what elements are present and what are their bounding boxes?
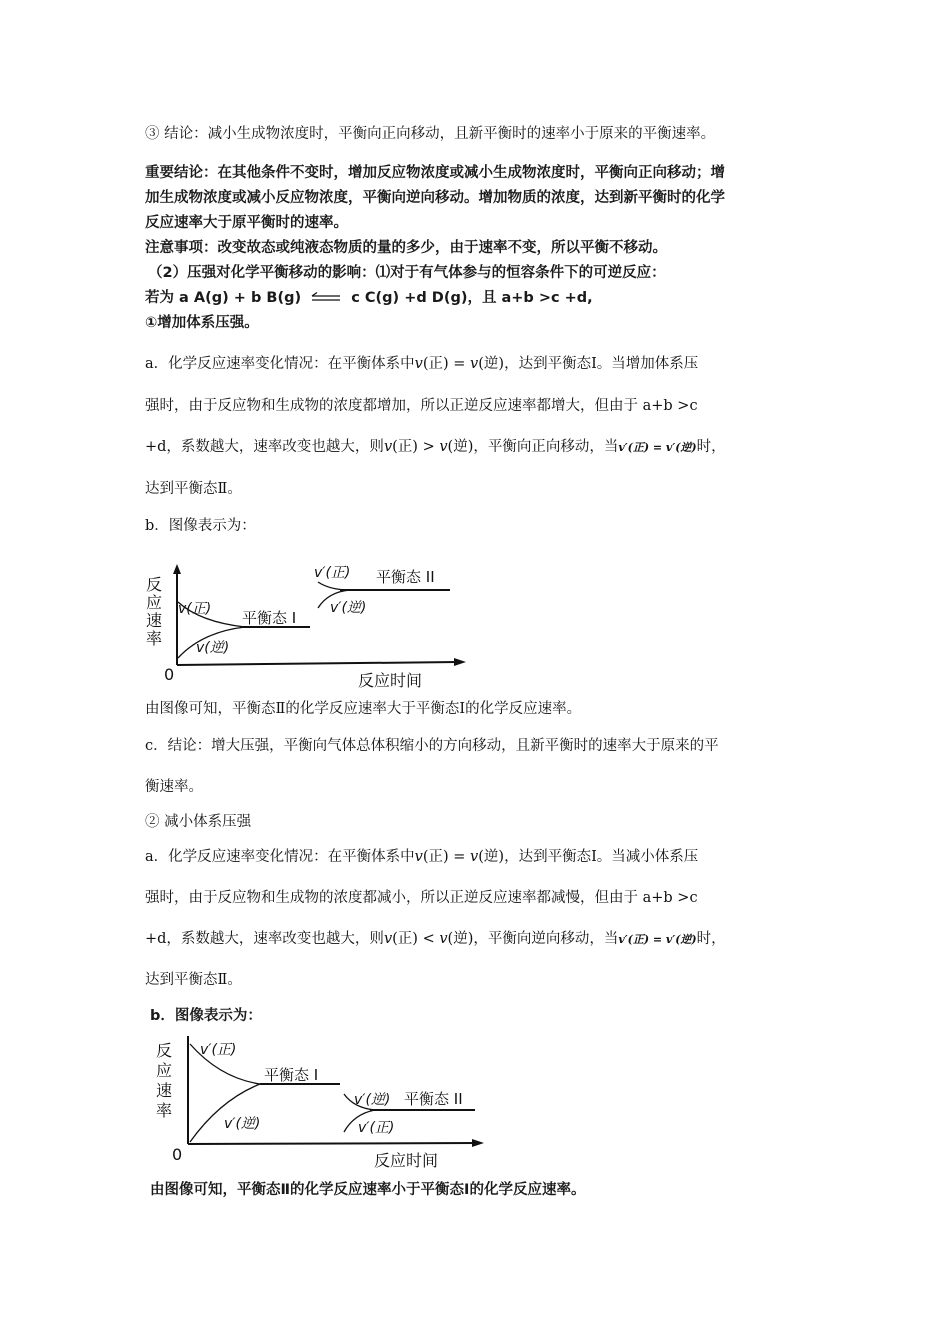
dec-a-text-7: 时， <box>696 931 726 947</box>
inc-caption: 由图像可知，平衡态Ⅱ的化学反应速率大于平衡态Ⅰ的化学反应速率。 <box>145 701 582 717</box>
inc-a-text-1: a．化学反应速率变化情况：在平衡体系中 <box>145 356 415 372</box>
dec-a-line-2: 强时，由于反应物和生成物的浓度都减小，所以正逆反应速率都减慢，但由于 a+b >c <box>145 890 698 906</box>
increase-pressure-title: ①增加体系压强。 <box>145 315 259 331</box>
v-symbol: v <box>414 849 423 865</box>
v-symbol: v <box>383 439 393 455</box>
dec-b-line: b．图像表示为： <box>150 1008 262 1024</box>
rate-condition: v′(正) = v′(逆) <box>618 933 697 946</box>
y-label-char-1: 反 <box>156 1041 173 1060</box>
rate-time-graph-increase <box>140 560 470 690</box>
v-prime-forward-label: v′(正) <box>358 1120 395 1136</box>
inc-a-text-2: (正) = <box>422 356 471 372</box>
dec-a-line-4: 达到平衡态Ⅱ。 <box>145 972 242 988</box>
v-prime-reverse-label: v′(逆) <box>354 1092 391 1108</box>
rate-time-graph-decrease <box>150 1030 490 1170</box>
state-2-label: 平衡态 II <box>404 1090 463 1108</box>
v-symbol: v <box>383 931 393 947</box>
inc-a-line-2: 强时，由于反应物和生成物的浓度都增加，所以正逆反应速率都增大，但由于 a+b >c <box>145 398 698 414</box>
section-2-heading: （2）压强对化学平衡移动的影响：⑴对于有气体参与的恒容条件下的可逆反应： <box>148 265 666 281</box>
dec-caption: 由图像可知，平衡态Ⅱ的化学反应速率小于平衡态Ⅰ的化学反应速率。 <box>150 1182 586 1198</box>
dec-a-line-1 <box>145 847 698 867</box>
dec-a-text-3: (逆)，达到平衡态Ⅰ。当减小体系压 <box>478 849 699 865</box>
equation-right: c C(g) +d D(g)，且 a+b >c +d, <box>351 290 593 306</box>
y-label-char-1: 反 <box>146 575 163 594</box>
v-prime-reverse-label: v′(逆) <box>330 600 367 616</box>
v-symbol: v <box>414 356 423 372</box>
v-forward-label: v(正) <box>178 601 212 617</box>
v-symbol: v <box>470 356 479 372</box>
state-2-label: 平衡态 II <box>376 568 435 586</box>
x-axis <box>177 662 458 665</box>
x-axis-label: 反应时间 <box>358 671 423 690</box>
key-conclusion-line-2: 加生成物浓度或减小反应物浓度，平衡向逆向移动。增加物质的浓度，达到新平衡时的化学 <box>145 190 725 206</box>
inc-c-line-1: c．结论：增大压强，平衡向气体总体积缩小的方向移动，且新平衡时的速率大于原来的平 <box>145 738 719 754</box>
y-label-char-2: 应 <box>156 1061 173 1080</box>
rate-condition: v′(正) = v′(逆) <box>618 441 697 454</box>
y-label-char-2: 应 <box>146 593 163 612</box>
v-prime-forward-top-label: v′(正) <box>200 1042 237 1058</box>
v-prime-forward-label: v′(正) <box>314 565 351 581</box>
origin-label: 0 <box>172 1145 183 1164</box>
inc-a-line-3 <box>145 437 726 458</box>
y-axis-arrow-icon <box>173 564 181 574</box>
dec-a-text-5: (正) < <box>392 931 440 947</box>
inc-a-line-4: 达到平衡态Ⅱ。 <box>145 481 242 497</box>
v-symbol: v <box>439 439 448 455</box>
y-label-char-3: 速 <box>146 611 163 630</box>
v-symbol: v <box>439 931 448 947</box>
origin-label: 0 <box>164 665 175 684</box>
inc-a-text-7: 时， <box>696 439 726 455</box>
inc-a-line-1 <box>145 354 698 374</box>
inc-a-text-6: (逆)，平衡向正向移动，当 <box>447 439 619 455</box>
inc-a-text-4: +d，系数越大，速率改变也越大，则 <box>145 439 384 455</box>
note-line: 注意事项：改变故态或纯液态物质的量的多少，由于速率不变，所以平衡不移动。 <box>145 240 667 256</box>
state-1-label: 平衡态 I <box>242 609 297 627</box>
state-1-label: 平衡态 I <box>264 1066 319 1084</box>
key-conclusion-line-1: 重要结论：在其他条件不变时，增加反应物浓度或减小生成物浓度时，平衡向正向移动；增 <box>145 165 725 181</box>
decrease-pressure-title: ② 减小体系压强 <box>145 814 252 830</box>
dec-a-text-1: a．化学反应速率变化情况：在平衡体系中 <box>145 849 415 865</box>
x-axis-arrow-icon <box>454 658 466 666</box>
dec-a-line-3 <box>145 929 726 950</box>
y-label-char-3: 速 <box>156 1081 173 1100</box>
v-symbol: v <box>470 849 479 865</box>
dec-a-text-6: (逆)，平衡向逆向移动，当 <box>447 931 619 947</box>
conclusion-3: ③ 结论：减小生成物浓度时，平衡向正向移动，且新平衡时的速率小于原来的平衡速率。 <box>145 126 716 142</box>
x-axis-arrow-icon <box>472 1139 484 1147</box>
inc-a-text-3: (逆)，达到平衡态Ⅰ。当增加体系压 <box>478 356 699 372</box>
x-axis-label: 反应时间 <box>374 1151 439 1170</box>
equation-left: 若为 a A(g) + b B(g) <box>145 290 302 306</box>
inc-a-text-5: (正) > <box>392 439 440 455</box>
x-axis <box>188 1143 478 1144</box>
reaction-equation <box>145 288 593 308</box>
v-prime-reverse-curve <box>190 1084 260 1142</box>
inc-c-line-2: 衡速率。 <box>145 779 203 795</box>
v-reverse-label: v(逆) <box>196 640 230 656</box>
dec-a-text-2: (正) = <box>422 849 471 865</box>
key-conclusion-line-3: 反应速率大于原平衡时的速率。 <box>145 215 348 231</box>
y-label-char-4: 率 <box>156 1101 173 1120</box>
equilibrium-arrow-icon <box>310 292 342 304</box>
v-prime-reverse-bottom-label: v′(逆) <box>224 1116 261 1132</box>
inc-b-line: b．图像表示为： <box>145 518 256 534</box>
dec-a-text-4: +d，系数越大，速率改变也越大，则 <box>145 931 384 947</box>
y-label-char-4: 率 <box>146 629 163 648</box>
